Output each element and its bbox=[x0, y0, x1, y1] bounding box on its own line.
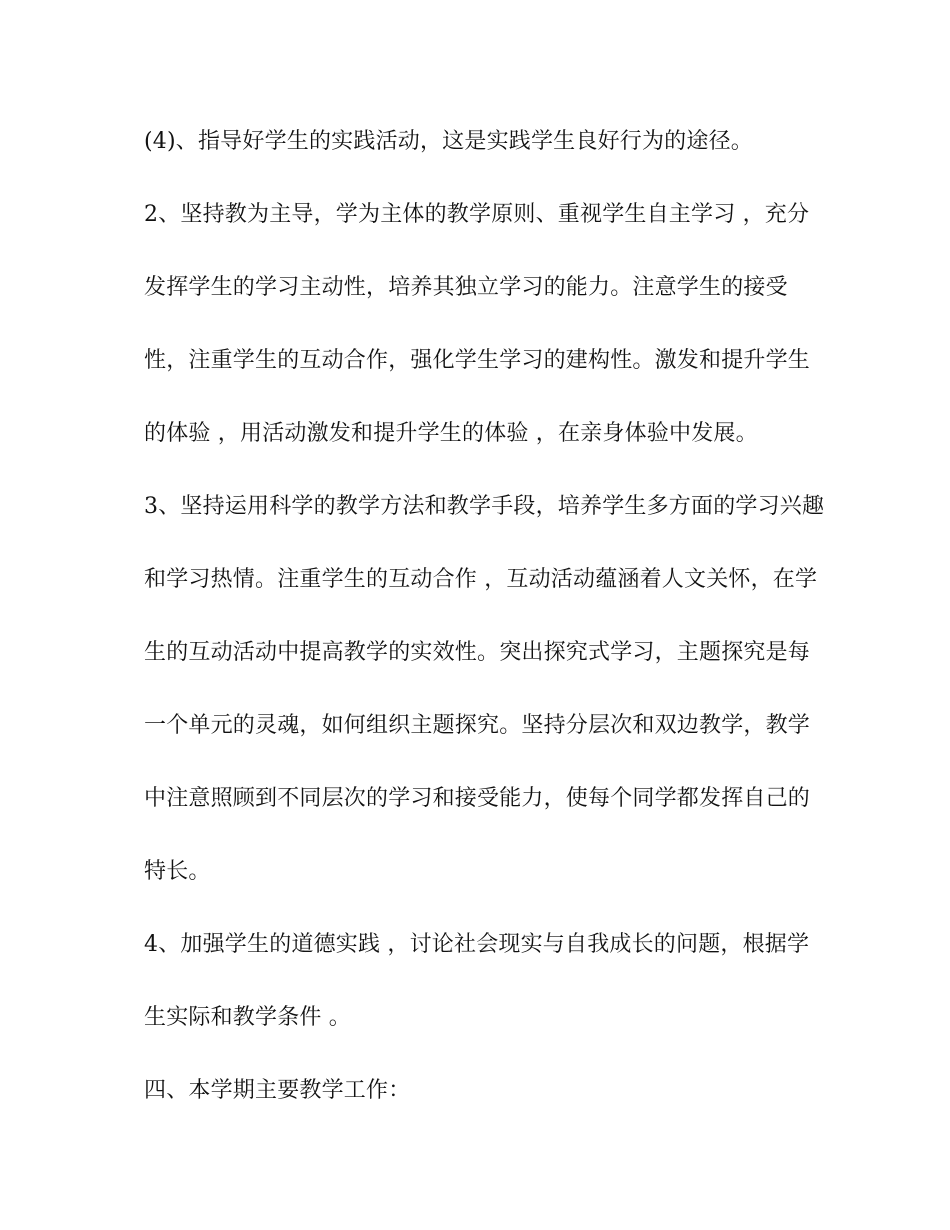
paragraph-line: 特长。 bbox=[144, 859, 211, 884]
paragraph-line: (4)、指导好学生的实践活动，这是实践学生良好行为的途径。 bbox=[144, 129, 753, 154]
paragraph-line: 性，注重学生的互动合作，强化学生学习的建构性。激发和提升学生 bbox=[144, 348, 811, 373]
paragraph-line: 和学习热情。注重学生的互动合作 ，互动活动蕴涵着人文关怀，在学 bbox=[144, 567, 818, 592]
paragraph-line: 4、加强学生的道德实践 ，讨论社会现实与自我成长的问题，根据学 bbox=[144, 932, 810, 957]
paragraph-line: 发挥学生的学习主动性，培养其独立学习的能力。注意学生的接受 bbox=[144, 275, 788, 300]
paragraph-line: 的体验 ，用活动激发和提升学生的体验 ，在亲身体验中发展。 bbox=[144, 421, 758, 446]
paragraph-line: 2、坚持教为主导，学为主体的教学原则、重视学生自主学习 ，充分 bbox=[144, 202, 810, 227]
section-heading: 四、本学期主要教学工作： bbox=[144, 1078, 411, 1103]
document-body bbox=[144, 126, 824, 1148]
paragraph-line: 中注意照顾到不同层次的学习和接受能力，使每个同学都发挥自己的 bbox=[144, 786, 811, 811]
paragraph-line: 生实际和教学条件 。 bbox=[144, 1005, 351, 1030]
paragraph-line: 生的互动活动中提高教学的实效性。突出探究式学习，主题探究是每 bbox=[144, 640, 811, 665]
paragraph-line: 一个单元的灵魂，如何组织主题探究。坚持分层次和双边教学，教学 bbox=[144, 713, 811, 738]
paragraph-line: 3、坚持运用科学的教学方法和教学手段，培养学生多方面的学习兴趣 bbox=[144, 494, 825, 519]
